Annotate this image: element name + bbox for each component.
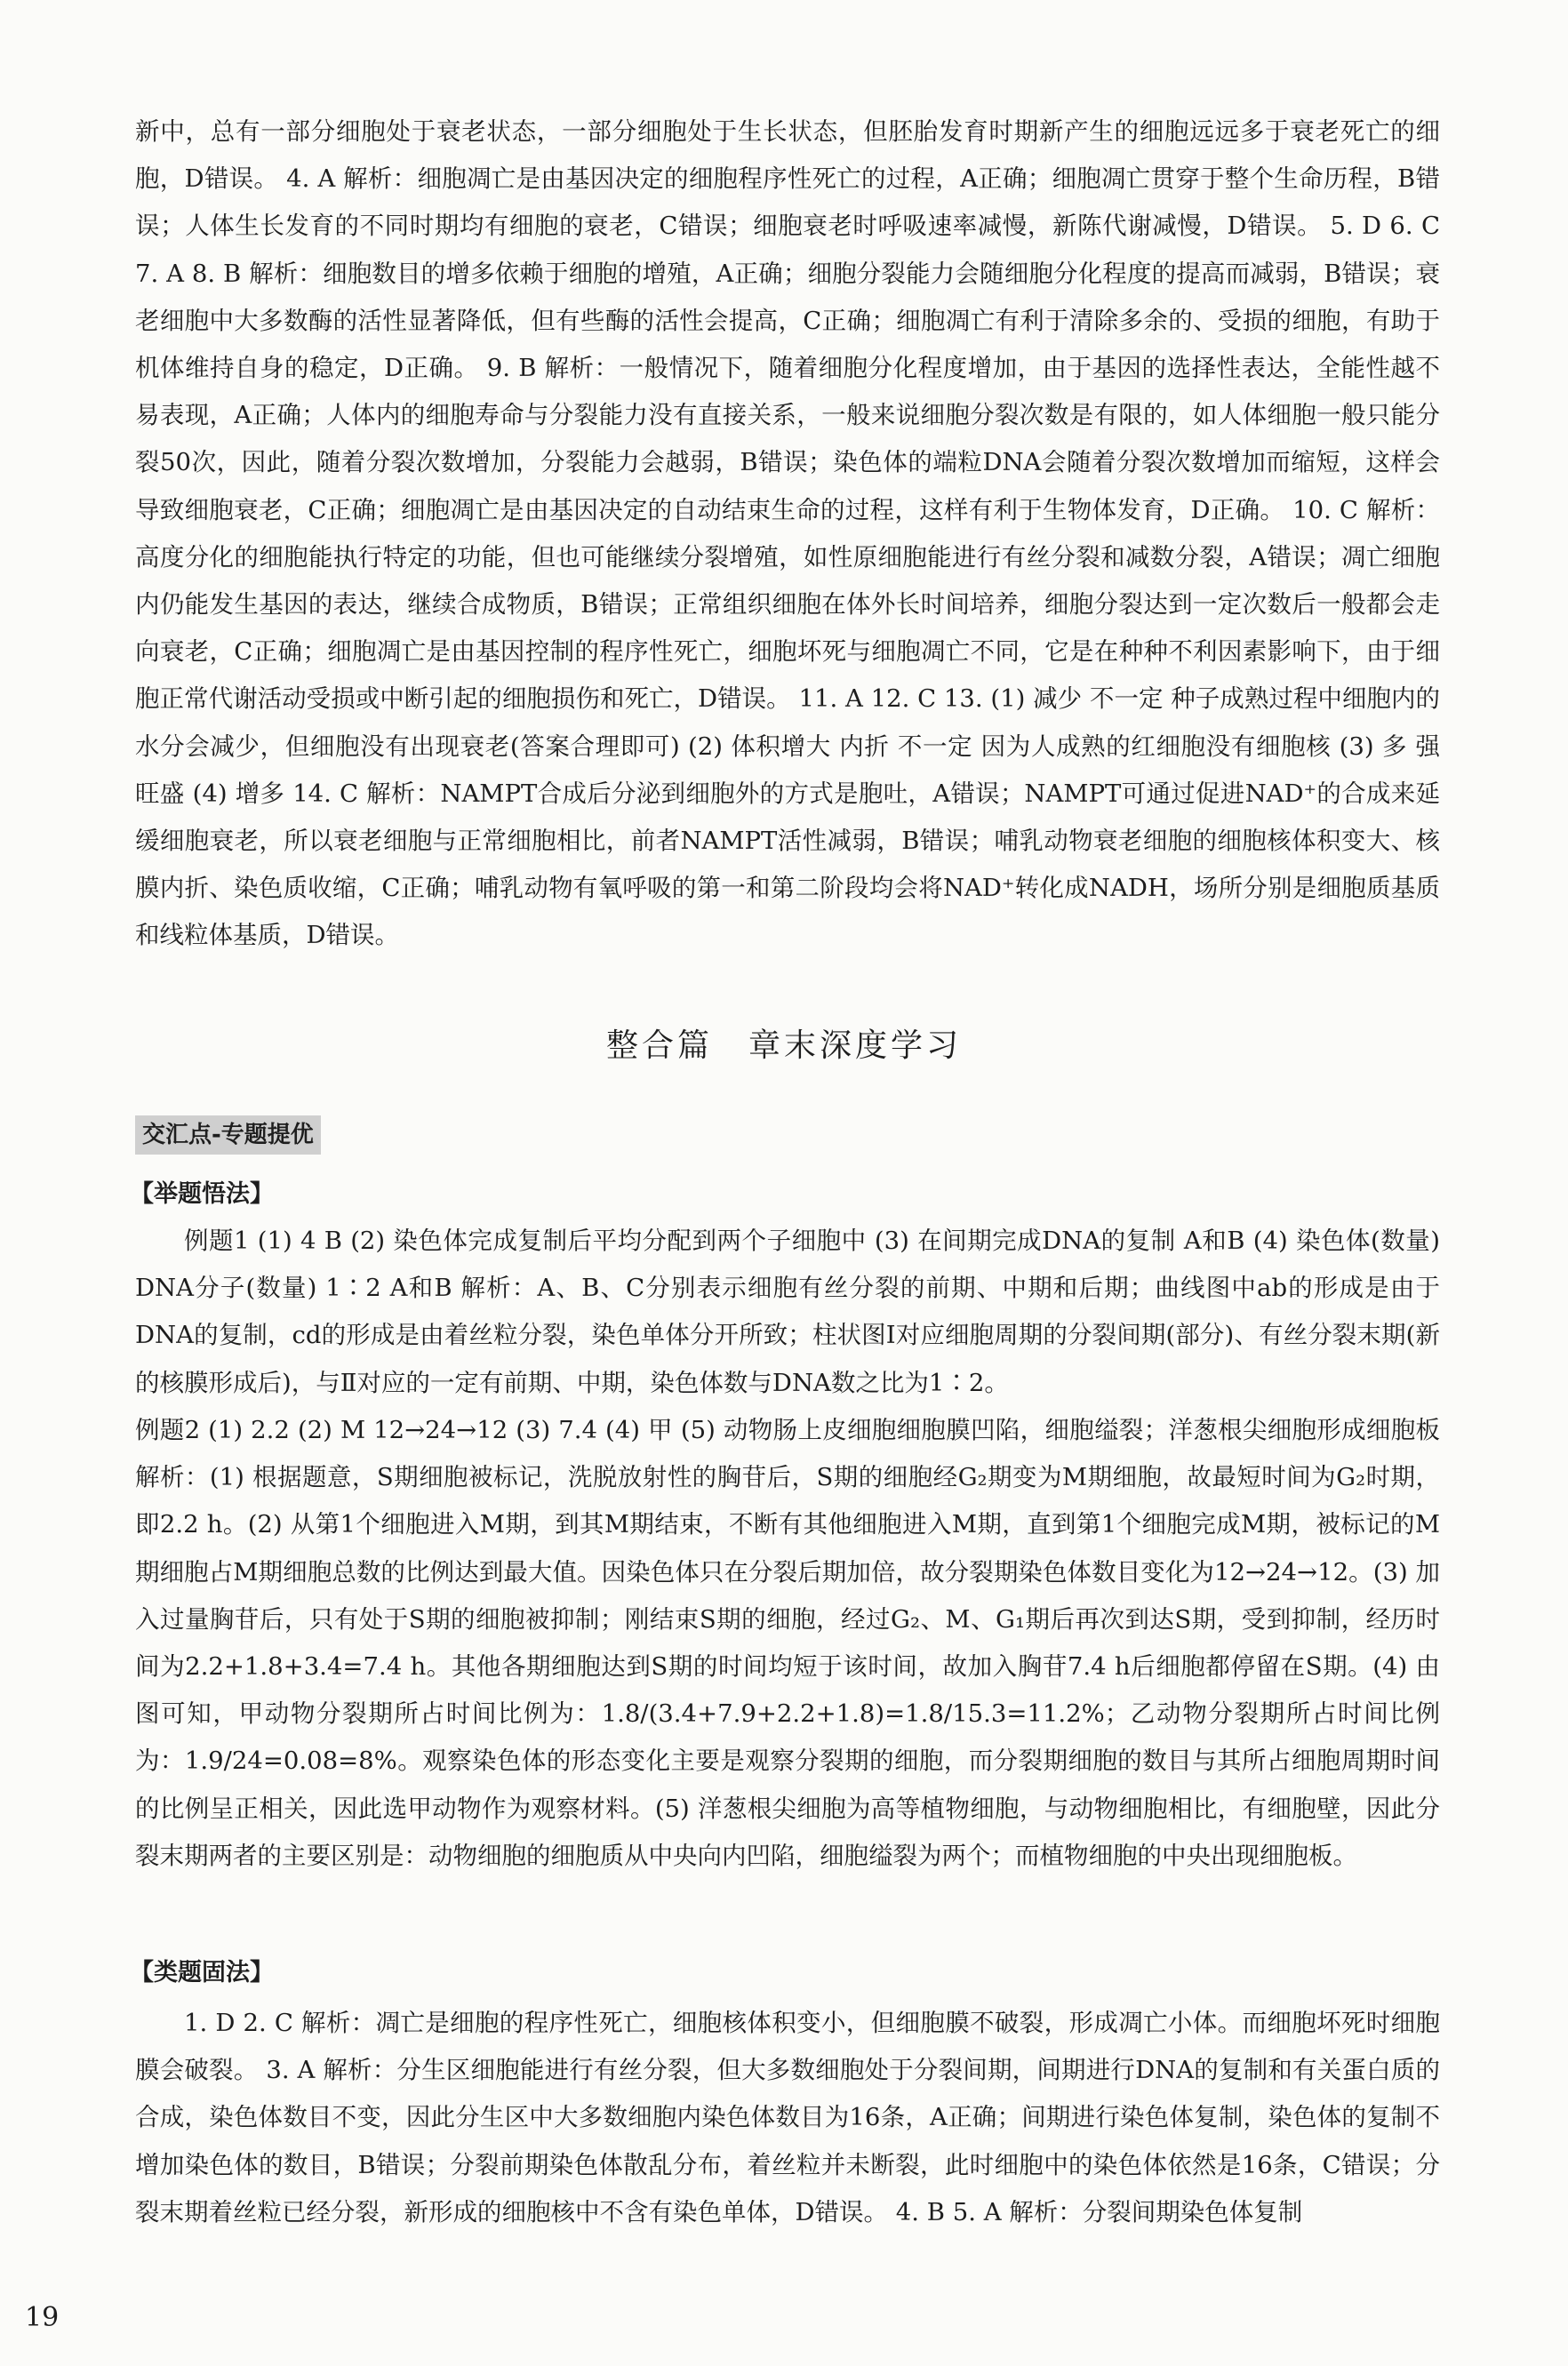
subheading-example: 【举题悟法】 [130, 1180, 274, 1208]
answer-paragraph-top: 新中，总有一部分细胞处于衰老状态，一部分细胞处于生长状态，但胚胎发育时期新产生的细胞远远多于衰老死亡的细胞，D错误。 4. A 解析：细胞凋亡是由基因决定的细胞程序性死亡的过程，A正确；细胞凋亡贯穿于整个生命历程，B错误；人体生长发育的不同时期均有细胞的衰老，C错误；细胞衰老时呼吸速率减慢，新陈代谢减慢，D错误。 5. D 6. C 7. A 8. B 解析：细胞数目的增多依赖于细胞的增殖，A正确；细胞分裂能力会随细胞分化程度的提高而减弱，B错误；衰老细胞中大多数酶的活性显著降低，但有些酶的活性会提高，C正确；细胞凋亡有利于清除多余的、受损的细胞，有助于机体维持自身的稳定，D正确。 9. B 解析：一般情况下，随着细胞分化程度增加，由于基因的选择性表达，全能性越不易表现，A正确；人体内的细胞寿命与分裂能力没有直接关系，一般来说细胞分裂次数是有限的，如人体细胞一般只能分裂50次，因此，随着分裂次数增加，分裂能力会越弱，B错误；染色体的端粒DNA会随着分裂次数增加而缩短，这样会导致细胞衰老，C正确；细胞凋亡是由基因决定的自动结束生命的过程，这样有利于生物体发育，D正确。 10. C 解析：高度分化的细胞能执行特定的功能，但也可能继续分裂增殖，如性原细胞能进行有丝分裂和减数分裂，A错误；凋亡细胞内仍能发生基因的表达，继续合成物质，B错误；正常组织细胞在体外长时间培养，细胞分裂达到一定次数后一般都会走向衰老，C正确；细胞凋亡是由基因控制的程序性死亡，细胞坏死与细胞凋亡不同，它是在种种不利因素影响下，由于细胞正常代谢活动受损或中断引起的细胞损伤和死亡，D错误。 11. A 12. C 13. (1) 减少 不一定 种子成熟过程中细胞内的水分会减少，但细胞没有出现衰老(答案合理即可) (2) 体积增大 内折 不一定 因为人成熟的红细胞没有细胞核 (3) 多 强 旺盛 (4) 增多 14. C 解析：NAMPT合成后分泌到细胞外的方式是胞吐，A错误；NAMPT可通过促进NAD⁺的合成来延缓细胞衰老，所以衰老细胞与正常细胞相比，前者NAMPT活性减弱，B错误；哺乳动物衰老细胞的细胞核体积变大、核膜内折、染色质收缩，C正确；哺乳动物有氧呼吸的第一和第二阶段均会将NAD⁺转化成NADH，场所分别是细胞质基质和线粒体基质，D错误。 [135, 117, 1440, 950]
subheading-practice: 【类题固法】 [130, 1959, 274, 1986]
example-1: 例题1 (1) 4 B (2) 染色体完成复制后平均分配到两个子细胞中 (3) 在间期完成DNA的复制 A和B (4) 染色体(数量) DNA分子(数量) 1∶2 A和B 解析：A、B、C分别表示细胞有丝分裂的前期、中期和后期；曲线图中ab的形成是由于DNA的复制，cd的形成是由着丝粒分裂，染色单体分开所致；柱状图Ⅰ对应细胞周期的分裂间期(部分)、有丝分裂末期(新的核膜形成后)，与Ⅱ对应的一定有前期、中期，染色体数与DNA数之比为1∶2。 [135, 1227, 1440, 1397]
page-number: 19 [25, 2302, 60, 2333]
example-2: 例题2 (1) 2.2 (2) M 12→24→12 (3) 7.4 (4) 甲 (5) 动物肠上皮细胞细胞膜凹陷，细胞缢裂；洋葱根尖细胞形成细胞板 解析：(1) 根据题意，S期细胞被标记，洗脱放射性的胸苷后，S期的细胞经G₂期变为M期细胞，故最短时间为G₂时期，即2.2 h。(2) 从第1个细胞进入M期，到其M期结束，不断有其他细胞进入M期，直到第1个细胞完成M期，被标记的M期细胞占M期细胞总数的比例达到最大值。因染色体只在分裂后期加倍，故分裂期染色体数目变化为12→24→12。(3) 加入过量胸苷后，只有处于S期的细胞被抑制；刚结束S期的细胞，经过G₂、M、G₁期后再次到达S期，受到抑制，经历时间为2.2+1.8+3.4=7.4 h。其他各期细胞达到S期的时间均短于该时间，故加入胸苷7.4 h后细胞都停留在S期。(4) 由图可知，甲动物分裂期所占时间比例为：1.8/(3.4+7.9+2.2+1.8)=1.8/15.3=11.2%；乙动物分裂期所占时间比例为：1.9/24=0.08=8%。观察染色体的形态变化主要是观察分裂期的细胞，而分裂期细胞的数目与其所占细胞周期时间的比例呈正相关，因此选甲动物作为观察材料。(5) 洋葱根尖细胞为高等植物细胞，与动物细胞相比，有细胞壁，因此分裂末期两者的主要区别是：动物细胞的细胞质从中央向内凹陷，细胞缢裂为两个；而植物细胞的中央出现细胞板。 [135, 1416, 1440, 1870]
topic-banner: 交汇点-专题提优 [135, 1115, 321, 1155]
practice-paragraph: 1. D 2. C 解析：凋亡是细胞的程序性死亡，细胞核体积变小，但细胞膜不破裂，形成凋亡小体。而细胞坏死时细胞膜会破裂。 3. A 解析：分生区细胞能进行有丝分裂，但大多数细胞处于分裂间期，间期进行DNA的复制和有关蛋白质的合成，染色体数目不变，因此分生区中大多数细胞内染色体数目为16条，A正确；间期进行染色体复制，染色体的复制不增加染色体的数目，B错误；分裂前期染色体散乱分布，着丝粒并未断裂，此时细胞中的染色体依然是16条，C错误；分裂末期着丝粒已经分裂，新形成的细胞核中不含有染色单体，D错误。 4. B 5. A 解析：分裂间期染色体复制 [135, 2009, 1440, 2226]
section-title: 整合篇 章末深度学习 [605, 1027, 962, 1064]
